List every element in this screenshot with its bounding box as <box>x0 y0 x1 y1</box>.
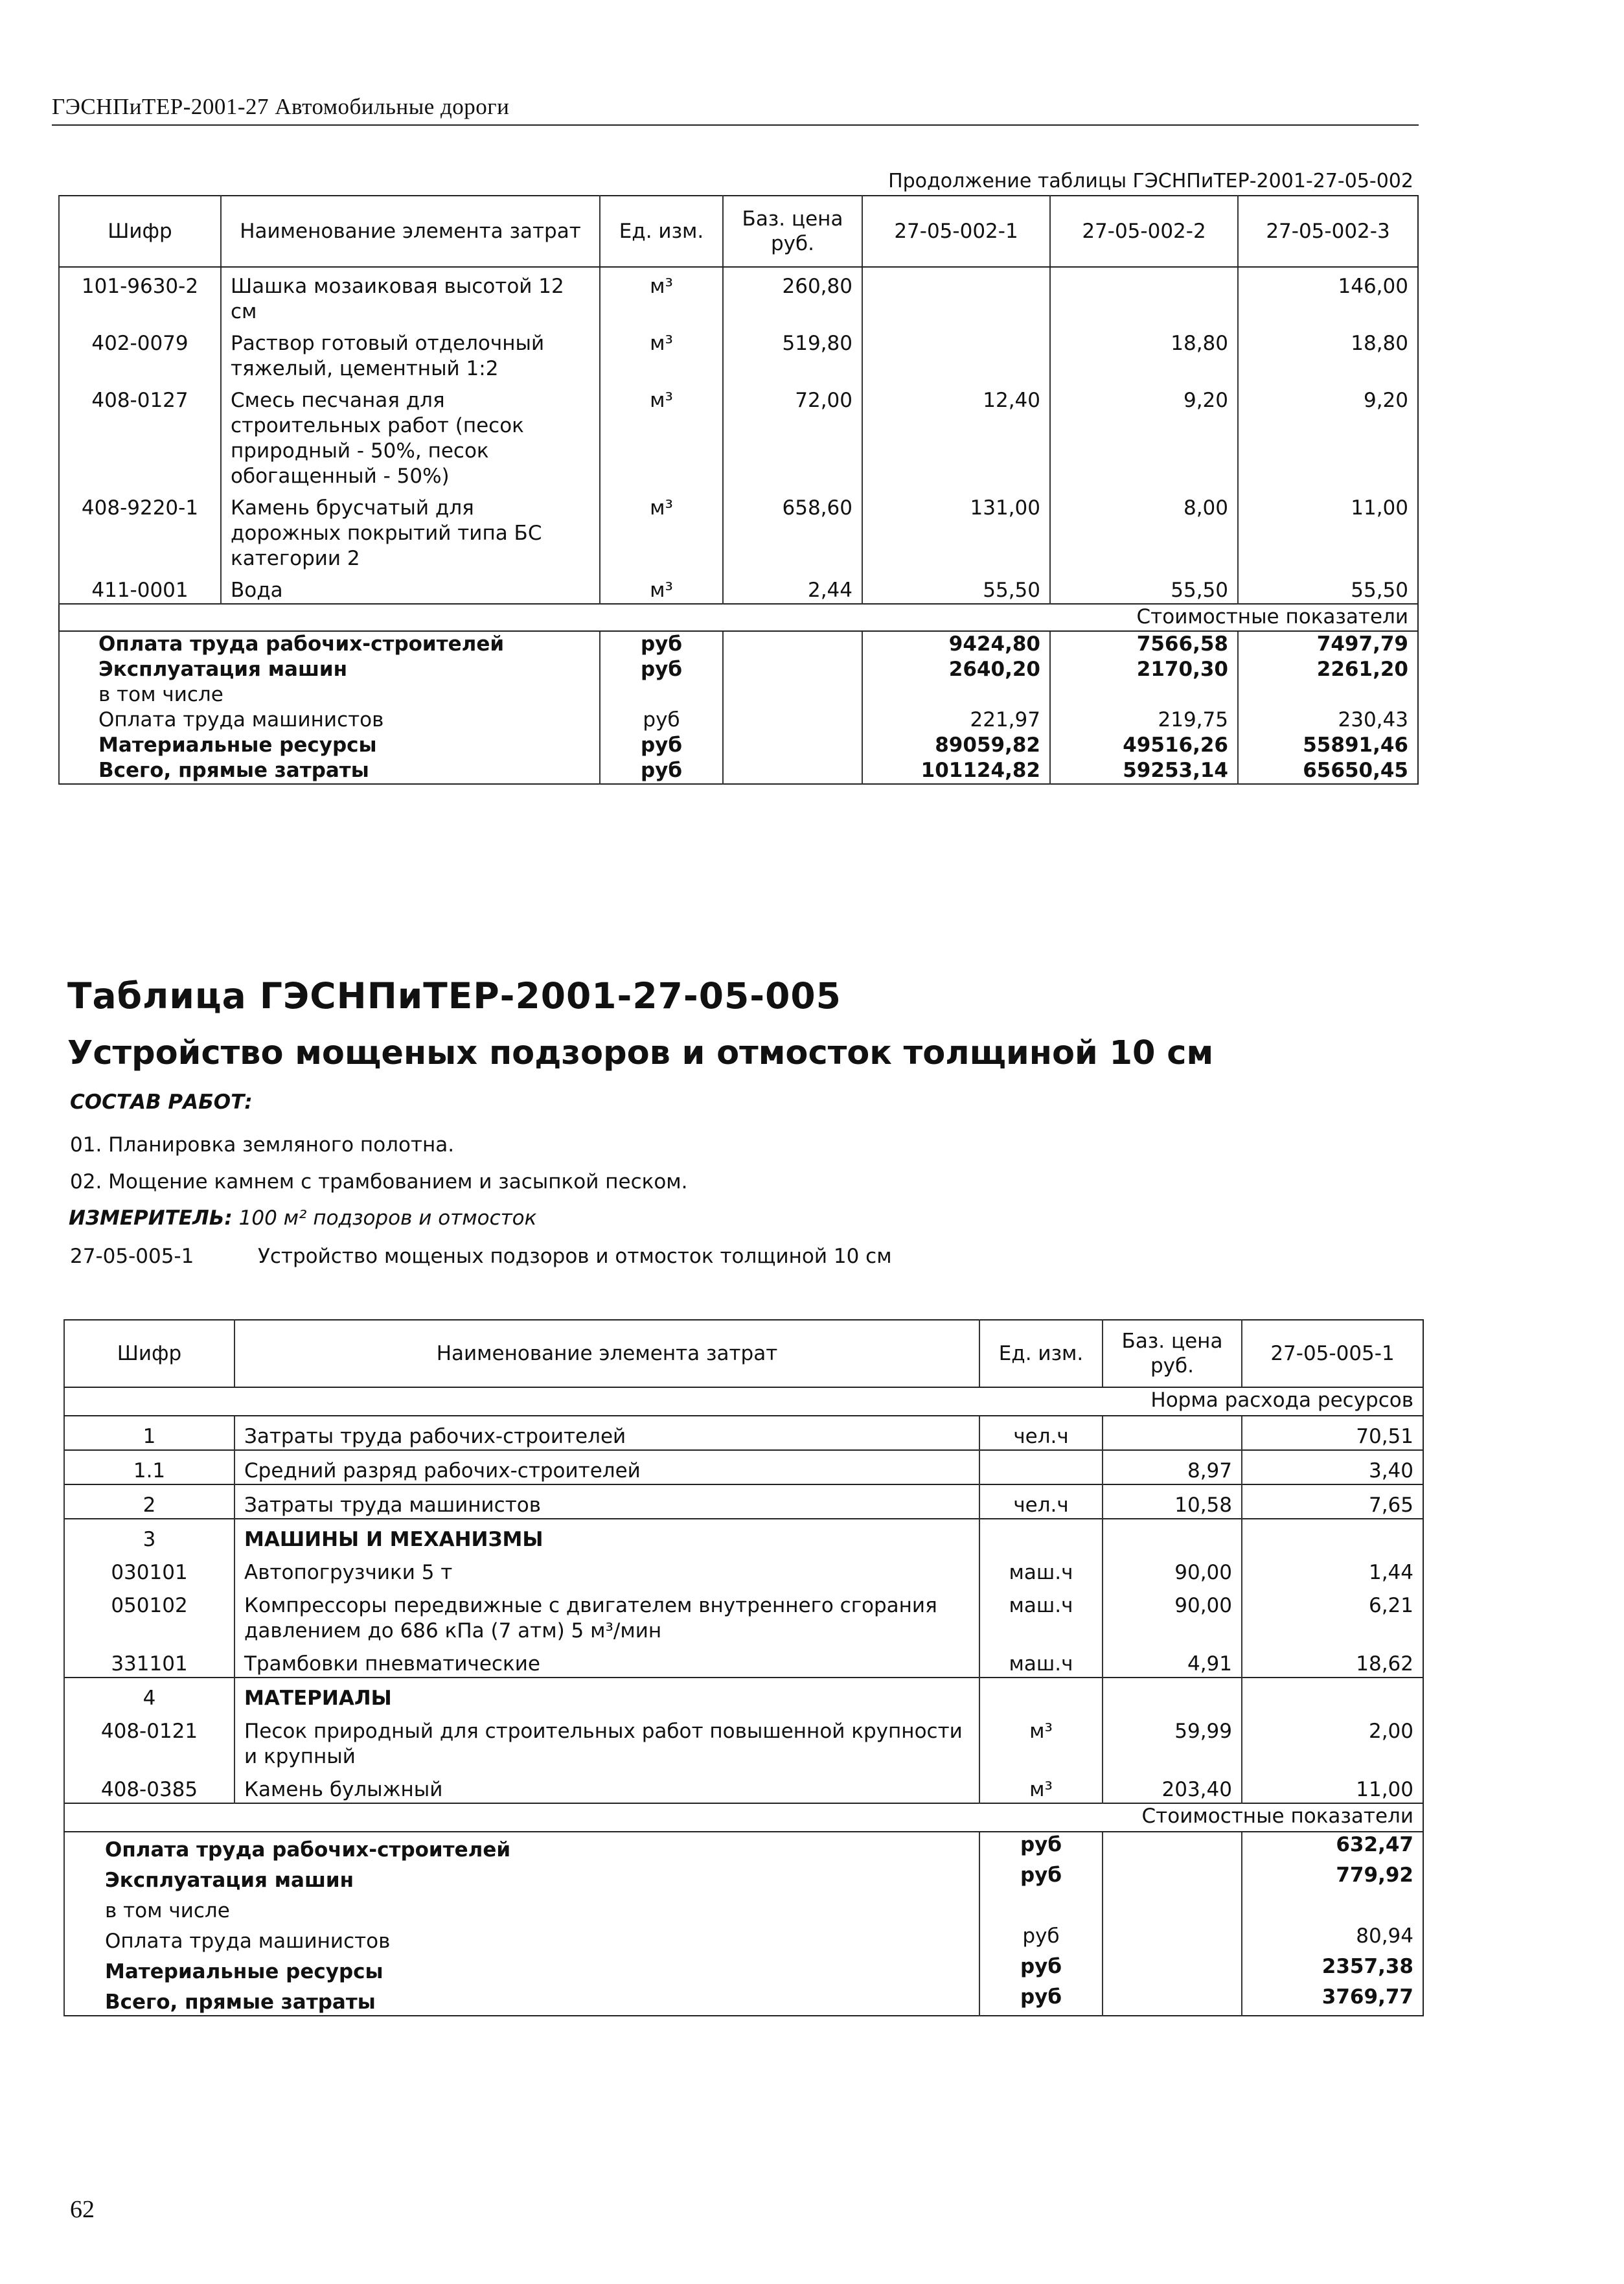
base-price: 203,40 <box>1103 1770 1242 1803</box>
cost-label: Материальные ресурсы <box>59 733 600 758</box>
cost-row <box>64 1985 1423 2016</box>
table-row <box>64 1416 1423 1450</box>
cost-row <box>64 1863 1423 1893</box>
cost-label: Материальные ресурсы <box>64 1954 979 1985</box>
cost-unit: руб <box>979 1985 1103 2016</box>
base-price: 59,99 <box>1103 1711 1242 1770</box>
resource-name: Камень булыжный <box>234 1770 979 1803</box>
norm-value: 6,21 <box>1242 1586 1423 1644</box>
cost-label: в том числе <box>59 682 600 708</box>
resource-name: Вода <box>221 571 600 604</box>
resource-unit: м³ <box>600 267 723 325</box>
cost-value: 219,75 <box>1050 708 1238 733</box>
column-header: Ед. изм. <box>979 1320 1103 1387</box>
work-operation-2: 02. Мощение камнем с трамбованием и засыпкой песком. <box>70 1170 688 1194</box>
cost-row <box>64 1954 1423 1985</box>
cost-unit: руб <box>600 631 723 657</box>
resource-unit: чел.ч <box>979 1416 1103 1450</box>
measure-unit <box>69 1206 536 1230</box>
resource-name: МАШИНЫ И МЕХАНИЗМЫ <box>234 1519 979 1552</box>
resource-name: Раствор готовый отделочный тяжелый, цементный 1:2 <box>221 325 600 382</box>
cost-row <box>59 733 1418 758</box>
resource-code: 408-0385 <box>64 1770 234 1803</box>
base-price: 260,80 <box>723 267 862 325</box>
base-price: 90,00 <box>1103 1552 1242 1586</box>
cost-unit: руб <box>979 1954 1103 1985</box>
base-price <box>1103 1416 1242 1450</box>
resource-unit: маш.ч <box>979 1552 1103 1586</box>
resource-unit: чел.ч <box>979 1484 1103 1519</box>
empty-cell <box>1103 1954 1242 1985</box>
table-row <box>59 267 1418 325</box>
cost-label: Оплата труда машинистов <box>59 708 600 733</box>
table-row <box>64 1770 1423 1803</box>
norm-value: 18,80 <box>1238 325 1418 382</box>
resource-code: 3 <box>64 1519 234 1552</box>
base-price: 658,60 <box>723 489 862 571</box>
cost-value: 89059,82 <box>862 733 1050 758</box>
base-price: 72,00 <box>723 382 862 489</box>
cost-label: Эксплуатация машин <box>59 657 600 682</box>
empty-cell <box>723 631 862 657</box>
table-row <box>64 1450 1423 1484</box>
cost-value: 65650,45 <box>1238 758 1418 784</box>
cost-value: 55891,46 <box>1238 733 1418 758</box>
resource-unit: м³ <box>600 325 723 382</box>
resource-table-05-005 <box>63 1319 1424 2016</box>
resource-code: 4 <box>64 1678 234 1711</box>
table-row <box>64 1711 1423 1770</box>
cost-value: 49516,26 <box>1050 733 1238 758</box>
base-price: 4,91 <box>1103 1644 1242 1678</box>
cost-value <box>1238 682 1418 708</box>
resource-unit: м³ <box>979 1770 1103 1803</box>
column-header: Шифр <box>59 196 221 267</box>
table-title: Таблица ГЭСНПиТЕР-2001-27-05-005 <box>67 975 841 1017</box>
norm-value <box>1050 267 1238 325</box>
resource-name: Смесь песчаная для строительных работ (песок природный - 50%, песок обогащенный - 50%) <box>221 382 600 489</box>
cost-row <box>64 1893 1423 1924</box>
resource-unit: м³ <box>979 1711 1103 1770</box>
norm-value: 9,20 <box>1050 382 1238 489</box>
column-header: Баз. цена руб. <box>723 196 862 267</box>
table-row <box>64 1519 1423 1552</box>
norm-value: 70,51 <box>1242 1416 1423 1450</box>
cost-label: Оплата труда рабочих-строителей <box>64 1832 979 1863</box>
table-subtitle: Устройство мощеных подзоров и отмосток толщиной 10 см <box>67 1034 1214 1072</box>
norm-caption-row <box>64 1387 1423 1416</box>
cost-value: 779,92 <box>1242 1863 1423 1893</box>
cost-value: 2357,38 <box>1242 1954 1423 1985</box>
table-header-row <box>64 1320 1423 1387</box>
empty-cell <box>723 758 862 784</box>
norm-value: 8,00 <box>1050 489 1238 571</box>
resource-unit <box>979 1519 1103 1552</box>
cost-row <box>59 657 1418 682</box>
cost-unit: руб <box>600 657 723 682</box>
cost-row <box>64 1832 1423 1863</box>
norm-value: 11,00 <box>1238 489 1418 571</box>
table-row <box>64 1552 1423 1586</box>
table-row <box>59 325 1418 382</box>
norm-value <box>1242 1678 1423 1711</box>
cost-value: 2170,30 <box>1050 657 1238 682</box>
measure-value: 100 м² подзоров и отмосток <box>238 1206 537 1230</box>
resource-name: МАТЕРИАЛЫ <box>234 1678 979 1711</box>
cost-unit: руб <box>979 1924 1103 1954</box>
cost-row <box>59 682 1418 708</box>
cost-label: Всего, прямые затраты <box>59 758 600 784</box>
cost-caption-row <box>59 604 1418 631</box>
norm-value: 9,20 <box>1238 382 1418 489</box>
cost-value: 80,94 <box>1242 1924 1423 1954</box>
header-rule <box>52 124 1419 126</box>
cost-value: 2261,20 <box>1238 657 1418 682</box>
running-header: ГЭСНПиТЕР-2001-27 Автомобильные дороги <box>52 94 510 119</box>
norm-code-title: Устройство мощеных подзоров и отмосток толщиной 10 см <box>258 1245 892 1268</box>
cost-row <box>64 1924 1423 1954</box>
cost-unit: руб <box>600 758 723 784</box>
base-price <box>1103 1519 1242 1552</box>
cost-unit: руб <box>600 708 723 733</box>
cost-unit: руб <box>979 1863 1103 1893</box>
base-price: 10,58 <box>1103 1484 1242 1519</box>
norm-value: 55,50 <box>1050 571 1238 604</box>
cost-value: 101124,82 <box>862 758 1050 784</box>
table-row <box>64 1586 1423 1644</box>
cost-label: в том числе <box>64 1893 979 1924</box>
norm-value: 18,62 <box>1242 1644 1423 1678</box>
measure-label: ИЗМЕРИТЕЛЬ: <box>69 1206 233 1230</box>
resource-code: 331101 <box>64 1644 234 1678</box>
resource-code: 1.1 <box>64 1450 234 1484</box>
column-header: 27-05-002-1 <box>862 196 1050 267</box>
resource-code: 408-0121 <box>64 1711 234 1770</box>
cost-value: 7497,79 <box>1238 631 1418 657</box>
resource-code: 101-9630-2 <box>59 267 221 325</box>
norm-caption: Норма расхода ресурсов <box>64 1387 1423 1416</box>
norm-value: 55,50 <box>1238 571 1418 604</box>
empty-cell <box>723 657 862 682</box>
resource-code: 402-0079 <box>59 325 221 382</box>
resource-unit <box>979 1450 1103 1484</box>
cost-value <box>862 682 1050 708</box>
table-row <box>64 1678 1423 1711</box>
cost-value: 7566,58 <box>1050 631 1238 657</box>
resource-unit <box>979 1678 1103 1711</box>
norm-value: 146,00 <box>1238 267 1418 325</box>
resource-code: 411-0001 <box>59 571 221 604</box>
table-row <box>59 489 1418 571</box>
cost-label: Оплата труда машинистов <box>64 1924 979 1954</box>
resource-name: Затраты труда рабочих-строителей <box>234 1416 979 1450</box>
norm-value: 18,80 <box>1050 325 1238 382</box>
column-header: Наименование элемента затрат <box>234 1320 979 1387</box>
column-header: 27-05-005-1 <box>1242 1320 1423 1387</box>
resource-name: Трамбовки пневматические <box>234 1644 979 1678</box>
cost-caption-row <box>64 1803 1423 1832</box>
norm-value: 11,00 <box>1242 1770 1423 1803</box>
work-composition-heading: СОСТАВ РАБОТ: <box>70 1090 253 1114</box>
cost-caption: Стоимостные показатели <box>64 1803 1423 1832</box>
resource-code: 2 <box>64 1484 234 1519</box>
norm-value <box>862 325 1050 382</box>
norm-code: 27-05-005-1 <box>70 1245 194 1268</box>
resource-unit: м³ <box>600 571 723 604</box>
resource-code: 050102 <box>64 1586 234 1644</box>
resource-name: Камень брусчатый для дорожных покрытий типа БС категории 2 <box>221 489 600 571</box>
resource-code: 030101 <box>64 1552 234 1586</box>
resource-name: Компрессоры передвижные с двигателем внутреннего сгорания давлением до 686 кПа (7 атм) 5 м³/мин <box>234 1586 979 1644</box>
cost-value <box>1050 682 1238 708</box>
table-header-row <box>59 196 1418 267</box>
cost-value: 59253,14 <box>1050 758 1238 784</box>
cost-value: 632,47 <box>1242 1832 1423 1863</box>
empty-cell <box>1103 1832 1242 1863</box>
norm-value: 12,40 <box>862 382 1050 489</box>
norm-value <box>862 267 1050 325</box>
empty-cell <box>723 733 862 758</box>
empty-cell <box>723 682 862 708</box>
column-header: Шифр <box>64 1320 234 1387</box>
resource-code: 408-9220-1 <box>59 489 221 571</box>
column-header: 27-05-002-3 <box>1238 196 1418 267</box>
cost-value: 3769,77 <box>1242 1985 1423 2016</box>
cost-row <box>59 708 1418 733</box>
base-price <box>1103 1678 1242 1711</box>
norm-value: 7,65 <box>1242 1484 1423 1519</box>
resource-unit: м³ <box>600 489 723 571</box>
cost-value <box>1242 1893 1423 1924</box>
norm-value: 3,40 <box>1242 1450 1423 1484</box>
norm-value <box>1242 1519 1423 1552</box>
cost-unit: руб <box>600 733 723 758</box>
resource-name: Средний разряд рабочих-строителей <box>234 1450 979 1484</box>
cost-label: Эксплуатация машин <box>64 1863 979 1893</box>
page-number: 62 <box>70 2196 95 2223</box>
resource-name: Шашка мозаиковая высотой 12 см <box>221 267 600 325</box>
table-row <box>59 571 1418 604</box>
resource-name: Песок природный для строительных работ повышенной крупности и крупный <box>234 1711 979 1770</box>
column-header: 27-05-002-2 <box>1050 196 1238 267</box>
empty-cell <box>1103 1893 1242 1924</box>
column-header: Баз. цена руб. <box>1103 1320 1242 1387</box>
table-continuation-caption: Продолжение таблицы ГЭСНПиТЕР-2001-27-05-002 <box>888 170 1413 192</box>
table-row <box>64 1644 1423 1678</box>
resource-code: 408-0127 <box>59 382 221 489</box>
resource-name: Затраты труда машинистов <box>234 1484 979 1519</box>
cost-caption: Стоимостные показатели <box>59 604 1418 631</box>
cost-row <box>59 631 1418 657</box>
base-price: 519,80 <box>723 325 862 382</box>
norm-value: 131,00 <box>862 489 1050 571</box>
work-operation-1: 01. Планировка земляного полотна. <box>70 1133 455 1157</box>
empty-cell <box>723 708 862 733</box>
cost-unit <box>979 1893 1103 1924</box>
resource-unit: маш.ч <box>979 1586 1103 1644</box>
table-row <box>59 382 1418 489</box>
cost-value: 9424,80 <box>862 631 1050 657</box>
cost-value: 221,97 <box>862 708 1050 733</box>
empty-cell <box>1103 1985 1242 2016</box>
cost-value: 230,43 <box>1238 708 1418 733</box>
norm-value: 1,44 <box>1242 1552 1423 1586</box>
cost-value: 2640,20 <box>862 657 1050 682</box>
resource-name: Автопогрузчики 5 т <box>234 1552 979 1586</box>
resource-table-05-002 <box>58 195 1419 785</box>
cost-unit <box>600 682 723 708</box>
norm-value: 55,50 <box>862 571 1050 604</box>
empty-cell <box>1103 1924 1242 1954</box>
norm-value: 2,00 <box>1242 1711 1423 1770</box>
cost-unit: руб <box>979 1832 1103 1863</box>
table-row <box>64 1484 1423 1519</box>
cost-row <box>59 758 1418 784</box>
cost-label: Всего, прямые затраты <box>64 1985 979 2016</box>
base-price: 90,00 <box>1103 1586 1242 1644</box>
empty-cell <box>1103 1863 1242 1893</box>
resource-unit: маш.ч <box>979 1644 1103 1678</box>
resource-unit: м³ <box>600 382 723 489</box>
base-price: 2,44 <box>723 571 862 604</box>
resource-code: 1 <box>64 1416 234 1450</box>
column-header: Наименование элемента затрат <box>221 196 600 267</box>
column-header: Ед. изм. <box>600 196 723 267</box>
cost-label: Оплата труда рабочих-строителей <box>59 631 600 657</box>
base-price: 8,97 <box>1103 1450 1242 1484</box>
